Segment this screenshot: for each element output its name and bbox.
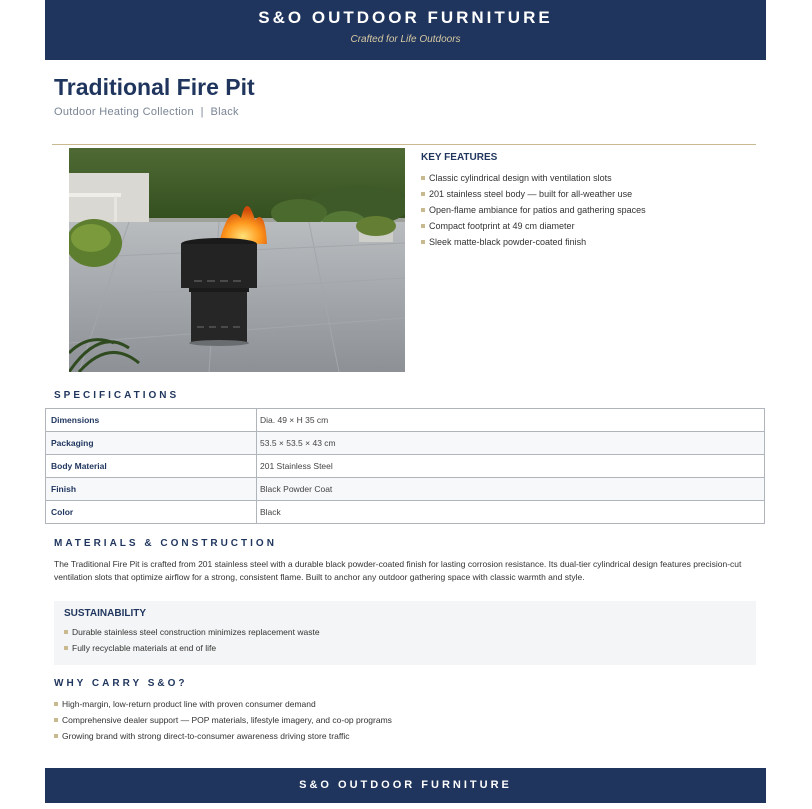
fire-pit-illustration (69, 148, 405, 372)
spec-value: Dia. 49 × H 35 cm (257, 409, 765, 432)
feature-text: Open-flame ambiance for patios and gathering spaces (429, 205, 646, 215)
sustainability-list (64, 626, 746, 658)
feature-item (421, 220, 751, 236)
list-item (64, 642, 746, 658)
product-photo (69, 148, 405, 372)
list-item (54, 730, 754, 746)
brand-tagline: Crafted for Life Outdoors (350, 34, 461, 45)
specifications-table (45, 408, 765, 524)
bullet-icon (54, 718, 58, 722)
feature-item (421, 236, 751, 252)
why-text: Growing brand with strong direct-to-consumer awareness driving store traffic (62, 731, 350, 741)
table-row (46, 409, 765, 432)
footer-brand: S&O OUTDOOR FURNITURE (299, 779, 512, 791)
title-divider (52, 144, 756, 145)
spec-value: Black (257, 501, 765, 524)
spec-value: 201 Stainless Steel (257, 455, 765, 478)
sustainability-text: Durable stainless steel construction minimizes replacement waste (72, 627, 320, 637)
spec-label: Body Material (46, 455, 257, 478)
list-item (64, 626, 746, 642)
bullet-icon (64, 646, 68, 650)
key-features-heading: KEY FEATURES (421, 152, 498, 163)
materials-body: The Traditional Fire Pit is crafted from 201 stainless steel with a durable black powder-coated finish for lasting corrosion resistance. Its dual-tier cylindrical design features precision-cut ventilation slots that optimize airflow for a strong, consistent flame. Built to anchor any outdoor gathering space with classic warmth and style. (54, 559, 742, 582)
bullet-icon (421, 192, 425, 196)
key-features-list (421, 172, 751, 252)
spec-value: 53.5 × 53.5 × 43 cm (257, 432, 765, 455)
bullet-icon (421, 208, 425, 212)
page-header (45, 0, 766, 60)
spec-label: Packaging (46, 432, 257, 455)
bullet-icon (421, 240, 425, 244)
feature-text: Compact footprint at 49 cm diameter (429, 221, 575, 231)
spec-label: Finish (46, 478, 257, 501)
spec-value: Black Powder Coat (257, 478, 765, 501)
feature-text: Sleek matte-black powder-coated finish (429, 237, 587, 247)
list-item (54, 714, 754, 730)
key-features (421, 152, 751, 252)
bullet-icon (64, 630, 68, 634)
product-subtitle: Outdoor Heating Collection | Black (54, 106, 239, 118)
table-row (46, 501, 765, 524)
table-row (46, 432, 765, 455)
sustainability-heading: SUSTAINABILITY (64, 608, 147, 619)
table-row (46, 478, 765, 501)
feature-item (421, 204, 751, 220)
why-heading: WHY CARRY S&O? (54, 678, 188, 689)
spec-label: Dimensions (46, 409, 257, 432)
specifications-heading: SPECIFICATIONS (54, 390, 180, 401)
why-text: Comprehensive dealer support — POP materials, lifestyle imagery, and co-op programs (62, 715, 392, 725)
sustainability-box (54, 601, 756, 665)
why-list (54, 698, 754, 746)
materials-heading: MATERIALS & CONSTRUCTION (54, 538, 277, 549)
page-footer (45, 768, 766, 803)
why-section (54, 698, 754, 746)
bullet-icon (421, 224, 425, 228)
table-row (46, 455, 765, 478)
feature-item (421, 188, 751, 204)
list-item (54, 698, 754, 714)
bullet-icon (54, 734, 58, 738)
bullet-icon (54, 702, 58, 706)
why-text: High-margin, low-return product line with proven consumer demand (62, 699, 316, 709)
sustainability-text: Fully recyclable materials at end of life (72, 643, 217, 653)
spec-label: Color (46, 501, 257, 524)
feature-text: Classic cylindrical design with ventilation slots (429, 173, 612, 183)
product-title: Traditional Fire Pit (54, 74, 255, 100)
feature-item (421, 172, 751, 188)
bullet-icon (421, 176, 425, 180)
feature-text: 201 stainless steel body — built for all-weather use (429, 189, 633, 199)
brand-name: S&O OUTDOOR FURNITURE (258, 8, 553, 27)
